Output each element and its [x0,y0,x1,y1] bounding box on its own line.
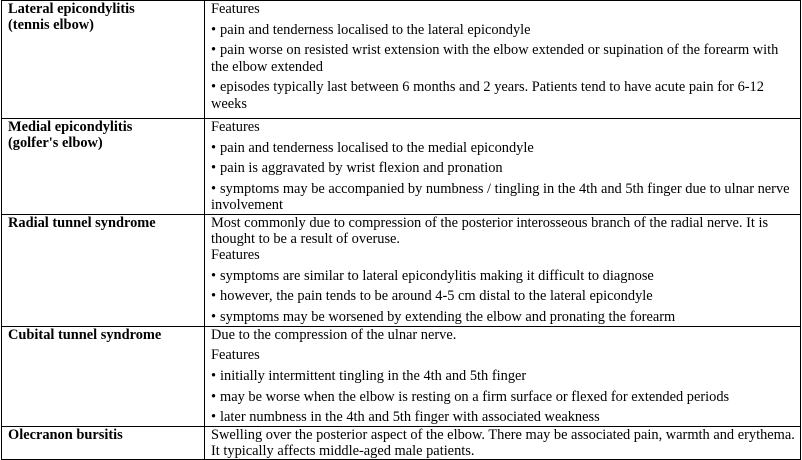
list-item [211,140,797,156]
list-item [211,368,797,384]
condition-name-line: Cubital tunnel syndrome [8,326,162,343]
bullet-icon: • [211,309,217,326]
condition-description [205,119,801,215]
condition-intro: Swelling over the posterior aspect of the elbow. There may be associated pain, warmth and erythema. It typically affects middle-aged male patients. [211,426,795,459]
condition-name-line: Medial epicondylitis [8,119,133,135]
list-item [211,268,797,284]
list-item [211,309,797,325]
bullet-icon: • [211,409,217,426]
list-item-text: symptoms are similar to lateral epicondylitis making it difficult to diagnose [220,267,654,284]
bullet-icon: • [211,181,217,198]
list-item [211,160,797,176]
condition-description [205,1,801,119]
list-item-text: symptoms may be accompanied by numbness / tingling in the 4th and 5th finger due to ulnar nerve involvement [211,181,790,214]
bullet-icon: • [211,160,217,177]
condition-description [205,426,801,459]
list-item [211,42,797,74]
table-row [2,426,801,459]
list-item-text: symptoms may be worsened by extending the elbow and pronating the forearm [220,309,676,326]
elbow-conditions-table [1,0,801,460]
list-item [211,79,797,111]
condition-name [2,119,205,215]
list-item-text: episodes typically last between 6 months and 2 years. Patients tend to have acute pain for 6-12 weeks [211,79,764,112]
bullet-icon: • [211,267,217,284]
bullet-icon: • [211,139,217,156]
condition-name-line: Olecranon bursitis [8,426,123,443]
condition-name-line: (tennis elbow) [8,17,94,34]
list-item [211,409,797,425]
list-item-text: pain is aggravated by wrist flexion and pronation [220,160,503,177]
condition-intro: Most commonly due to compression of the posterior interosseous branch of the radial nerve. It is thought to be a result of overuse. [211,214,769,247]
condition-name-line: Lateral epicondylitis [8,1,135,17]
condition-name-line: (golfer's elbow) [8,135,103,152]
list-item [211,22,797,38]
bullet-icon: • [211,388,217,405]
table-row [2,214,801,326]
features-label: Features [211,1,260,17]
condition-name [2,214,205,326]
bullet-icon: • [211,21,217,38]
condition-name [2,326,205,426]
features-label: Features [211,347,260,364]
list-item-text: pain worse on resisted wrist extension with the elbow extended or supination of the forearm with the elbow extended [211,42,779,75]
list-item-text: pain and tenderness localised to the lateral epicondyle [220,21,531,38]
list-item [211,389,797,405]
bullet-icon: • [211,367,217,384]
table-row [2,1,801,119]
condition-name [2,426,205,459]
table-row [2,119,801,215]
list-item-text: may be worse when the elbow is resting on a firm surface or flexed for extended periods [220,388,730,405]
bullet-icon: • [211,42,217,59]
condition-description [205,214,801,326]
bullet-icon: • [211,288,217,305]
features-label: Features [211,246,260,263]
list-item [211,181,797,213]
condition-intro: Due to the compression of the ulnar nerve. [211,326,457,343]
condition-description [205,326,801,426]
bullet-icon: • [211,79,217,96]
features-label: Features [211,119,260,135]
list-item-text: initially intermittent tingling in the 4th and 5th finger [220,367,527,384]
list-item-text: however, the pain tends to be around 4-5 cm distal to the lateral epicondyle [220,288,653,305]
list-item-text: later numbness in the 4th and 5th finger with associated weakness [220,409,600,426]
table-row [2,326,801,426]
list-item-text: pain and tenderness localised to the medial epicondyle [220,139,534,156]
list-item [211,288,797,304]
condition-name [2,1,205,119]
condition-name-line: Radial tunnel syndrome [8,214,156,231]
